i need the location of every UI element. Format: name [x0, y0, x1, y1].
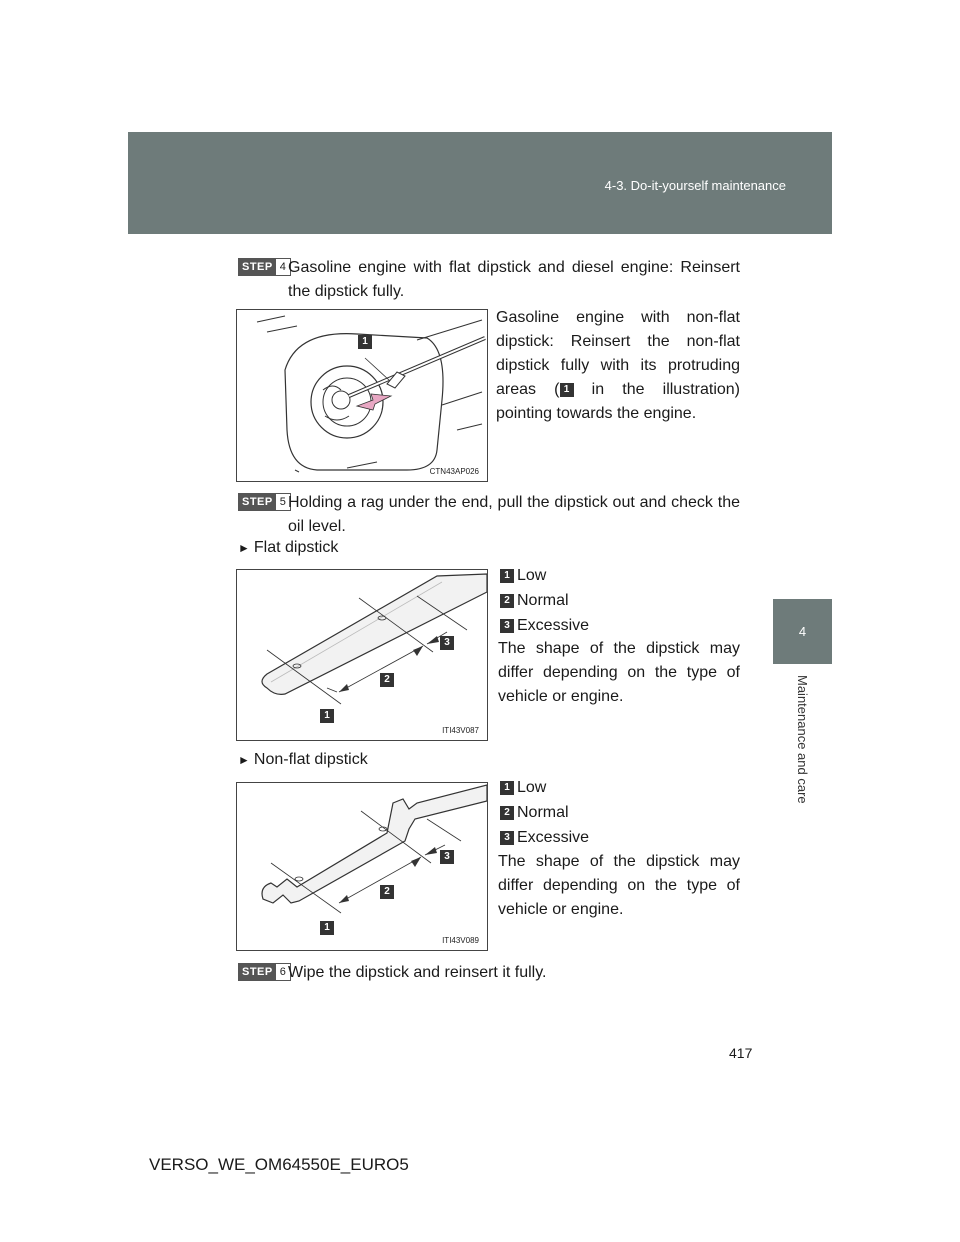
fig2-callout-1: 1 — [320, 709, 334, 723]
step-5-badge — [238, 493, 291, 511]
fig2-callout-2: 2 — [380, 673, 394, 687]
legend-label: Low — [517, 779, 547, 796]
fig3-callout-2: 2 — [380, 885, 394, 899]
fig1-callout: 1 — [358, 335, 372, 349]
step-label: STEP — [239, 494, 276, 510]
legend-callout: 3 — [500, 831, 514, 845]
figure-flat-dipstick — [236, 569, 488, 741]
figure-code: ITI43V089 — [442, 936, 479, 945]
step-label: STEP — [239, 259, 276, 275]
triangle-right-icon: ► — [238, 753, 250, 767]
fig2-callout-3: 3 — [440, 636, 454, 650]
legend-normal — [500, 589, 569, 613]
step-4-detail-before: Gasoline engine with non-flat dipstick: Reinsert the non-flat dipstick fully with its protruding areas ( — [496, 309, 740, 398]
fig3-callout-1: 1 — [320, 921, 334, 935]
legend-low — [500, 564, 546, 588]
legend-normal — [500, 801, 569, 825]
triangle-right-icon: ► — [238, 541, 250, 555]
legend-label: Excessive — [517, 829, 590, 846]
legend-callout: 2 — [500, 594, 514, 608]
header-band — [128, 132, 832, 234]
legend-excessive — [500, 826, 589, 850]
chapter-title: Maintenance and care — [795, 675, 810, 804]
step-number: 6 — [276, 964, 290, 980]
step-label: STEP — [239, 964, 276, 980]
figure-code: CTN43AP026 — [429, 467, 479, 476]
step-number: 5 — [276, 494, 290, 510]
figure-code: ITI43V087 — [442, 726, 479, 735]
step-number: 4 — [276, 259, 290, 275]
legend-excessive — [500, 614, 589, 638]
legend-label: Excessive — [517, 617, 590, 634]
step-5-text: Holding a rag under the end, pull the dipstick out and check the oil level. — [288, 494, 740, 535]
legend-label: Normal — [517, 804, 569, 821]
figure-nonflat-dipstick — [236, 782, 488, 951]
callout-1: 1 — [560, 383, 574, 397]
legend-callout: 1 — [500, 781, 514, 795]
step-6-text: Wipe the dipstick and reinsert it fully. — [288, 964, 547, 981]
legend-label: Low — [517, 567, 547, 584]
nonflat-dipstick-illustration — [237, 783, 487, 950]
section-title: 4-3. Do-it-yourself maintenance — [604, 178, 786, 193]
legend-low — [500, 776, 546, 800]
flat-dipstick-heading — [238, 539, 338, 557]
step-4-detail — [496, 306, 740, 426]
legend-callout: 3 — [500, 619, 514, 633]
step-4-detail-after: in the illustration) pointing towards the engine. — [496, 381, 740, 422]
page-number: 417 — [729, 1045, 753, 1061]
step-4-text: Gasoline engine with flat dipstick and diesel engine: Reinsert the dipstick fully. — [288, 259, 740, 300]
fig3-callout-3: 3 — [440, 850, 454, 864]
nonflat-dipstick-heading — [238, 751, 368, 769]
nonflat-note: The shape of the dipstick may differ depending on the type of vehicle or engine. — [498, 853, 740, 918]
flat-dipstick-label: Flat dipstick — [253, 539, 339, 556]
flat-note: The shape of the dipstick may differ depending on the type of vehicle or engine. — [498, 640, 740, 705]
legend-callout: 1 — [500, 569, 514, 583]
nonflat-dipstick-label: Non-flat dipstick — [253, 751, 368, 768]
chapter-tab: 4 — [773, 599, 832, 664]
step-6-badge — [238, 963, 291, 981]
flat-dipstick-illustration — [237, 570, 487, 740]
figure-dipstick-insertion — [236, 309, 488, 482]
legend-callout: 2 — [500, 806, 514, 820]
legend-label: Normal — [517, 592, 569, 609]
document-id: VERSO_WE_OM64550E_EURO5 — [149, 1155, 409, 1174]
step-4-badge — [238, 258, 291, 276]
